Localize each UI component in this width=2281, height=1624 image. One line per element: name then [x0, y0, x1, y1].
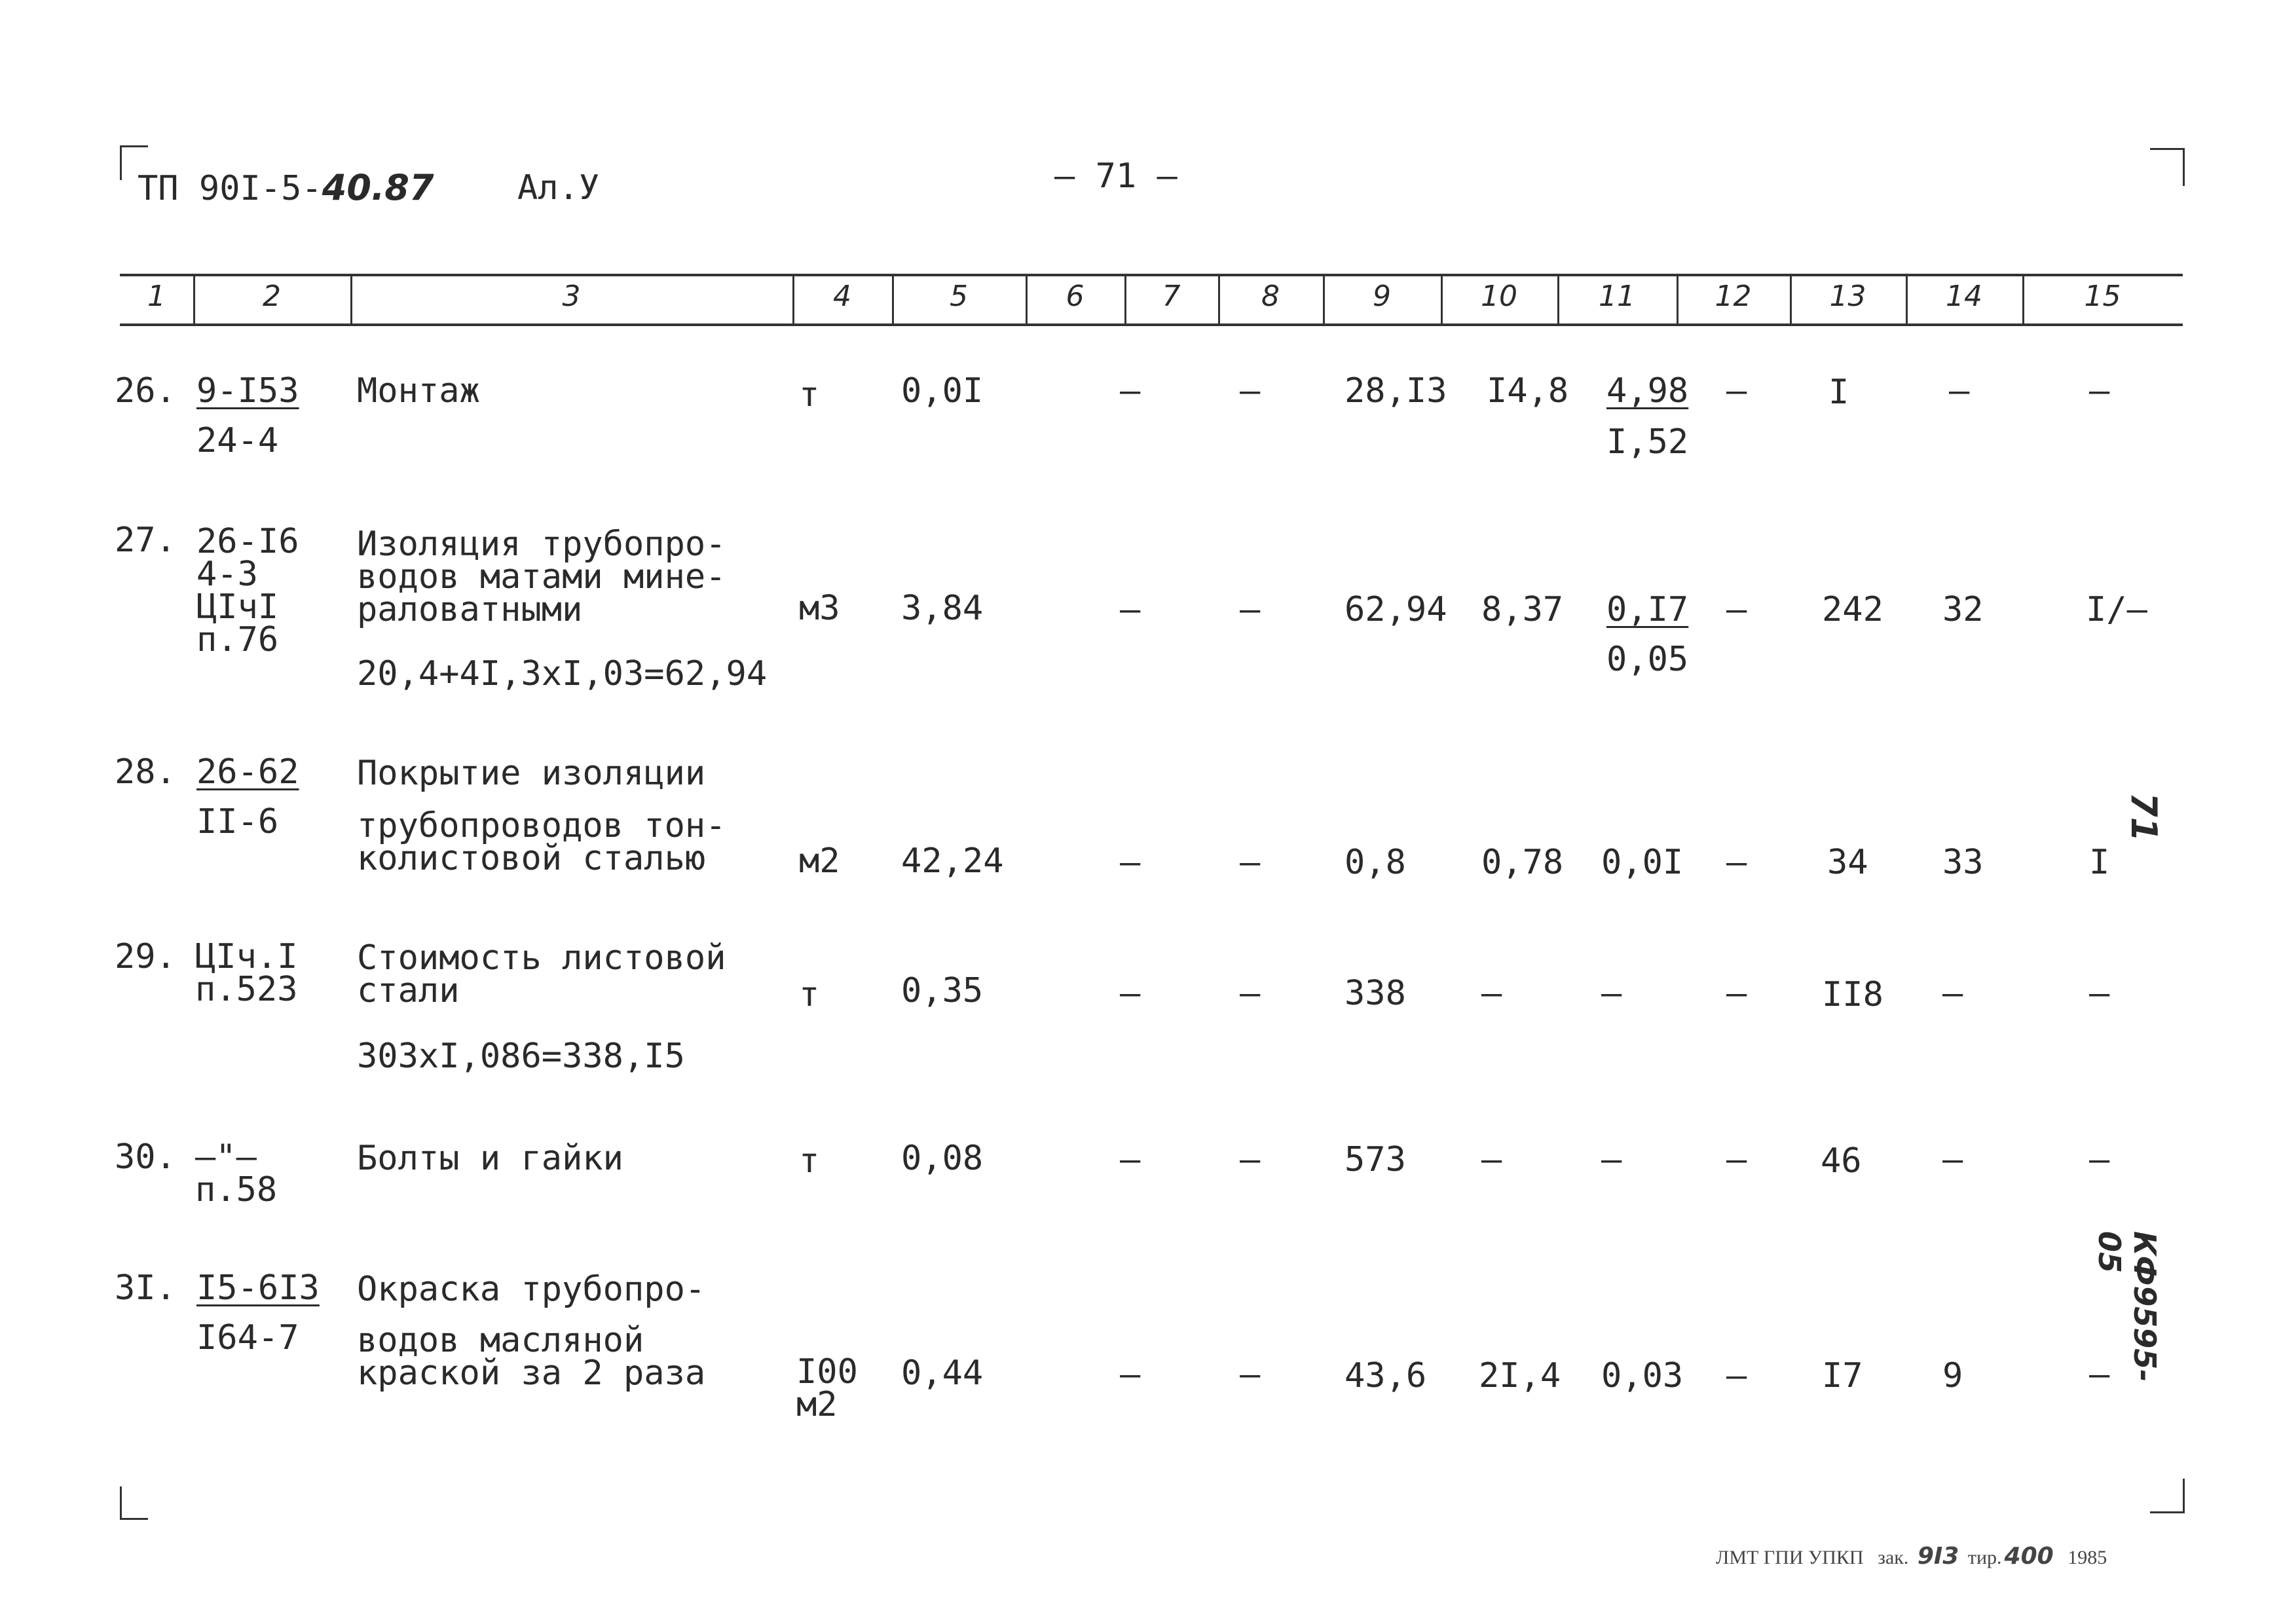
row-col11: 0,05: [1606, 640, 1689, 679]
row-col7: –: [1120, 1140, 1141, 1179]
row-col11: I,52: [1606, 422, 1689, 462]
row-col9: 338: [1344, 974, 1406, 1013]
row-col14: 9: [1942, 1356, 1963, 1395]
row-name: водов масляной: [357, 1321, 644, 1360]
column-number: 6: [1066, 280, 1085, 313]
column-number: 8: [1261, 280, 1280, 313]
header-code: [138, 167, 434, 208]
row-col9: 43,6: [1344, 1356, 1427, 1395]
row-number: 3I.: [115, 1268, 176, 1308]
row-quantity: 0,08: [901, 1139, 984, 1178]
row-col7: –: [1120, 1355, 1141, 1394]
row-code: п.76: [196, 620, 279, 659]
row-unit: I00 м2: [796, 1352, 858, 1424]
row-col12: –: [1726, 1356, 1747, 1395]
row-unit: т: [799, 375, 820, 415]
column-number: 9: [1373, 280, 1391, 313]
row-code: ЦIч.I: [195, 937, 298, 976]
row-code: I5-6I3: [196, 1268, 320, 1308]
corner-mark-bottom-left: [120, 1486, 148, 1520]
row-col13: I7: [1822, 1356, 1863, 1395]
row-col7: –: [1120, 974, 1141, 1013]
row-col8: –: [1240, 843, 1261, 882]
row-name: трубопроводов тон-: [357, 806, 726, 845]
row-name: Болты и гайки: [357, 1139, 623, 1178]
row-name: водов матами мине-: [357, 557, 726, 597]
row-quantity: 0,0I: [901, 371, 984, 411]
row-code: 4-3: [196, 555, 258, 594]
column-number: 4: [833, 280, 851, 313]
row-col15: –: [2089, 1140, 2110, 1179]
row-col12: –: [1726, 371, 1747, 411]
row-col14: 33: [1942, 843, 1984, 882]
column-number: 2: [263, 280, 281, 313]
row-col14: –: [1942, 974, 1963, 1013]
row-col9: 62,94: [1344, 590, 1447, 629]
row-col7: –: [1120, 371, 1141, 411]
row-col14: 32: [1942, 590, 1984, 629]
column-number: 5: [950, 280, 968, 313]
row-col13: I: [1828, 373, 1849, 412]
row-col10: –: [1481, 1140, 1502, 1179]
column-number: 7: [1162, 280, 1181, 313]
row-col15: –: [2089, 1355, 2110, 1394]
row-col10: 2I,4: [1479, 1356, 1561, 1395]
row-quantity: 42,24: [901, 841, 1004, 881]
row-code: –"–: [195, 1137, 257, 1177]
row-unit: т: [799, 975, 820, 1014]
row-col11: 0,03: [1601, 1356, 1684, 1395]
row-col9: 28,I3: [1344, 371, 1447, 411]
row-name: Монтаж: [357, 371, 480, 411]
row-col15: –: [2089, 371, 2110, 411]
row-code: ЦIчI: [196, 587, 279, 627]
row-name: стали: [357, 971, 460, 1010]
column-number: 12: [1715, 280, 1752, 313]
row-col8: –: [1240, 590, 1261, 629]
column-number: 14: [1946, 280, 1982, 313]
row-col11: –: [1601, 1140, 1622, 1179]
row-col12: –: [1726, 1140, 1747, 1179]
row-name-formula: 20,4+4I,3xI,03=62,94: [357, 654, 768, 693]
row-col14: –: [1942, 1140, 1963, 1179]
margin-doc-number: КФ9595-05: [2092, 1231, 2162, 1382]
row-quantity: 0,35: [901, 971, 984, 1010]
row-col8: –: [1240, 974, 1261, 1013]
row-code: 9-I53: [196, 371, 299, 411]
row-code: 24-4: [196, 421, 279, 460]
row-name: краской за 2 раза: [357, 1354, 706, 1393]
corner-mark-top-right: [2150, 148, 2185, 186]
row-col11: 0,0I: [1601, 843, 1684, 882]
row-col8: –: [1240, 1355, 1261, 1394]
footer-year: 1985: [2068, 1547, 2107, 1568]
row-col12: –: [1726, 843, 1747, 882]
row-col10: –: [1481, 974, 1502, 1013]
margin-page-stamp: 71: [2123, 792, 2164, 842]
row-unit: т: [799, 1141, 820, 1181]
album-label: Ал.У: [517, 168, 600, 208]
column-number: 10: [1481, 280, 1517, 313]
row-code: I64-7: [196, 1318, 299, 1357]
row-col11: 4,98: [1606, 371, 1689, 411]
row-name: Стоимость листовой: [357, 938, 726, 978]
column-number: 15: [2084, 280, 2121, 313]
header-code-handwritten: 40.87: [322, 167, 434, 208]
row-col15: I: [2089, 843, 2110, 882]
row-col11: –: [1601, 974, 1622, 1013]
footer-run-label: тир.: [1967, 1547, 2002, 1568]
row-col8: –: [1240, 1140, 1261, 1179]
column-number: 13: [1829, 280, 1866, 313]
row-col13: 34: [1827, 843, 1868, 882]
row-col8: –: [1240, 371, 1261, 411]
column-number: 11: [1599, 280, 1635, 313]
row-code: п.58: [195, 1170, 278, 1209]
row-name: Покрытие изоляции: [357, 754, 706, 793]
row-number: 28.: [115, 752, 176, 792]
row-col13: 242: [1822, 590, 1883, 629]
header-code-prefix: ТП 90I-5-: [138, 169, 322, 208]
row-name-formula: 303xI,086=338,I5: [357, 1037, 685, 1076]
row-col13: 46: [1821, 1141, 1862, 1181]
row-unit: м2: [799, 841, 840, 881]
footer-order-number: 9I3: [1917, 1543, 1959, 1570]
row-code: п.523: [195, 970, 298, 1009]
row-col12: –: [1726, 974, 1747, 1013]
footer-order-label: зак.: [1878, 1547, 1909, 1568]
row-number: 29.: [115, 937, 176, 976]
table-header-bottom-rule: [120, 323, 2183, 326]
row-col15: –: [2089, 974, 2110, 1013]
row-name: колистовой сталью: [357, 839, 706, 878]
column-number: 3: [562, 280, 581, 313]
row-col9: 0,8: [1344, 843, 1406, 882]
row-col10: 8,37: [1481, 590, 1564, 629]
row-number: 30.: [115, 1137, 176, 1177]
row-col11: 0,I7: [1606, 590, 1689, 629]
row-col14: –: [1949, 371, 1970, 411]
row-col9: 573: [1344, 1140, 1406, 1179]
column-number: 1: [147, 280, 166, 313]
row-name: Окраска трубопро-: [357, 1270, 706, 1309]
row-name: раловатными: [357, 590, 583, 629]
row-quantity: 0,44: [901, 1354, 984, 1393]
row-col12: –: [1726, 590, 1747, 629]
footer-printer: ЛМТ ГПИ УПКП: [1716, 1547, 1864, 1568]
row-code: II-6: [196, 802, 279, 841]
table-header-top-rule: [120, 274, 2183, 276]
row-quantity: 3,84: [901, 589, 984, 628]
corner-mark-bottom-right: [2150, 1479, 2185, 1513]
row-code: 26-I6: [196, 522, 299, 561]
row-col13: II8: [1822, 975, 1883, 1014]
print-footer: [1716, 1543, 2107, 1570]
row-col10: 0,78: [1481, 843, 1564, 882]
row-col10: I4,8: [1487, 371, 1569, 411]
row-col15: I/–: [2086, 590, 2147, 629]
footer-run-number: 400: [2004, 1543, 2054, 1570]
row-name: Изоляция трубопро-: [357, 525, 726, 564]
row-number: 27.: [115, 521, 176, 560]
row-col7: –: [1120, 590, 1141, 629]
row-code: 26-62: [196, 752, 299, 792]
page-number: — 71 —: [1054, 157, 1178, 196]
row-unit: м3: [799, 589, 840, 628]
row-number: 26.: [115, 371, 176, 411]
row-col7: –: [1120, 843, 1141, 882]
